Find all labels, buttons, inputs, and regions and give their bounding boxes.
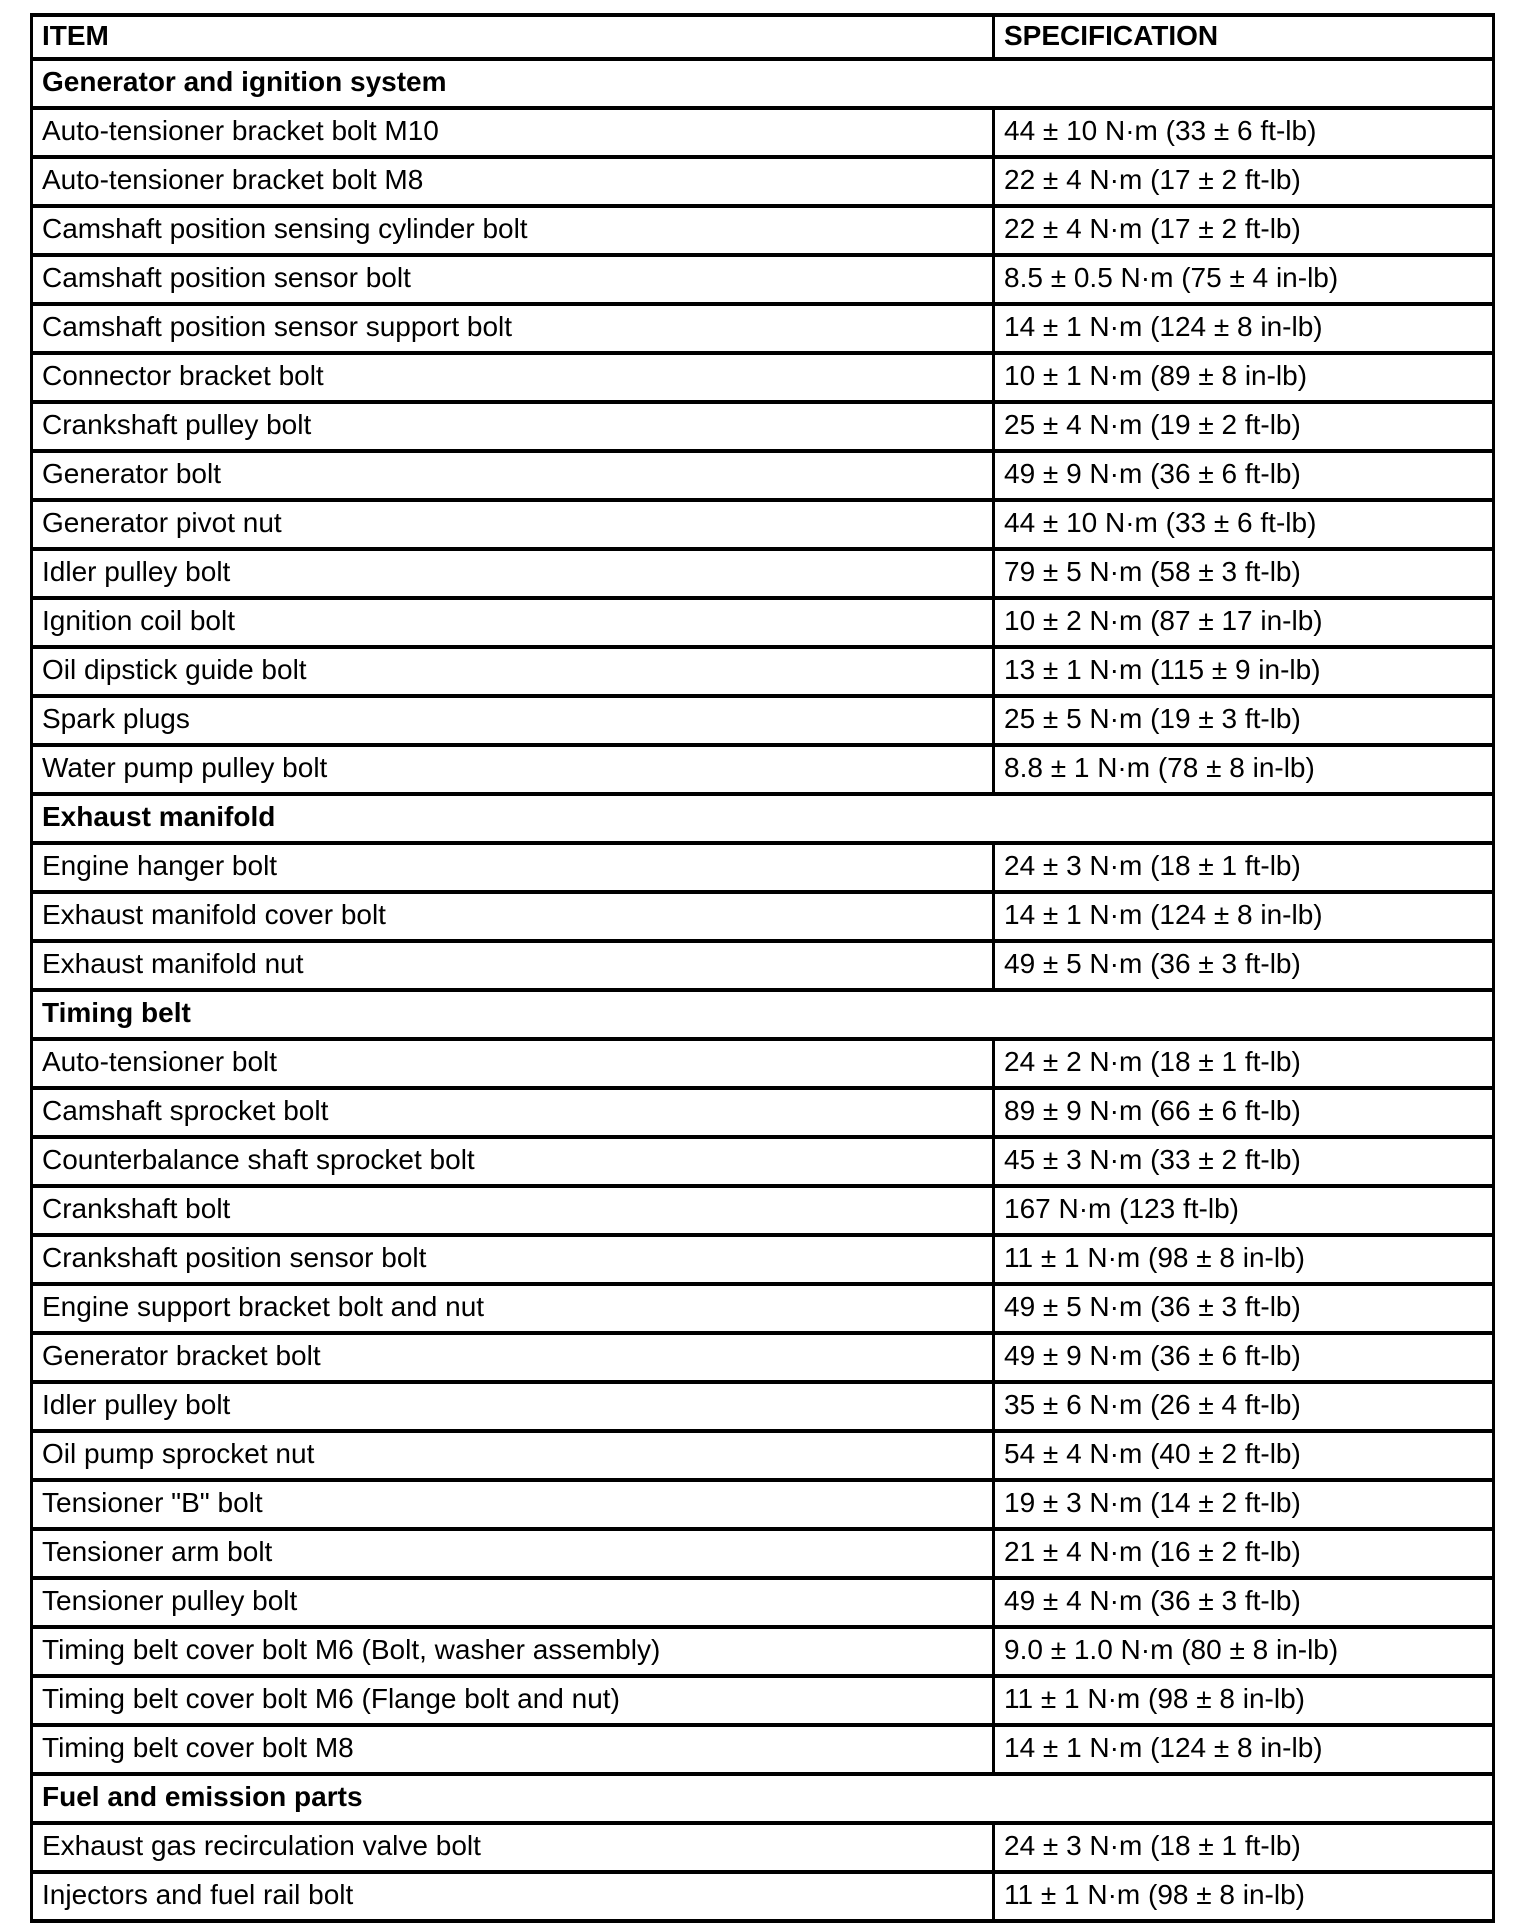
item-cell: Generator bracket bolt: [32, 1333, 994, 1382]
table-row: [32, 206, 1494, 255]
table-row: [32, 108, 1494, 157]
table-row: [32, 1088, 1494, 1137]
table-row: [32, 500, 1494, 549]
spec-cell: 35 ± 6 N·m (26 ± 4 ft-lb): [994, 1382, 1494, 1431]
item-cell: Timing belt cover bolt M6 (Bolt, washer assembly): [32, 1627, 994, 1676]
spec-cell: 11 ± 1 N·m (98 ± 8 in-lb): [994, 1872, 1494, 1921]
table-row: [32, 1676, 1494, 1725]
table-row: [32, 745, 1494, 794]
item-cell: Oil dipstick guide bolt: [32, 647, 994, 696]
column-header-specification: SPECIFICATION: [994, 15, 1494, 59]
table-row: [32, 1725, 1494, 1774]
table-row: [32, 647, 1494, 696]
spec-cell: 25 ± 5 N·m (19 ± 3 ft-lb): [994, 696, 1494, 745]
section-header-row: [32, 59, 1494, 108]
item-cell: Water pump pulley bolt: [32, 745, 994, 794]
item-cell: Timing belt cover bolt M6 (Flange bolt and nut): [32, 1676, 994, 1725]
item-cell: Crankshaft pulley bolt: [32, 402, 994, 451]
spec-cell: 24 ± 3 N·m (18 ± 1 ft-lb): [994, 843, 1494, 892]
table-row: [32, 255, 1494, 304]
item-cell: Auto-tensioner bracket bolt M8: [32, 157, 994, 206]
table-row: [32, 549, 1494, 598]
item-cell: Tensioner "B" bolt: [32, 1480, 994, 1529]
table-row: [32, 451, 1494, 500]
item-cell: Generator pivot nut: [32, 500, 994, 549]
table-row: [32, 598, 1494, 647]
spec-cell: 49 ± 5 N·m (36 ± 3 ft-lb): [994, 1284, 1494, 1333]
table-row: [32, 402, 1494, 451]
spec-cell: 11 ± 1 N·m (98 ± 8 in-lb): [994, 1676, 1494, 1725]
item-cell: Generator bolt: [32, 451, 994, 500]
item-cell: Spark plugs: [32, 696, 994, 745]
section-title: Timing belt: [32, 990, 1494, 1039]
item-cell: Injectors and fuel rail bolt: [32, 1872, 994, 1921]
spec-cell: 49 ± 9 N·m (36 ± 6 ft-lb): [994, 1333, 1494, 1382]
item-cell: Auto-tensioner bolt: [32, 1039, 994, 1088]
table-row: [32, 1823, 1494, 1872]
item-cell: Exhaust manifold nut: [32, 941, 994, 990]
table-row: [32, 843, 1494, 892]
spec-cell: 8.5 ± 0.5 N·m (75 ± 4 in-lb): [994, 255, 1494, 304]
table-row: [32, 1382, 1494, 1431]
table-row: [32, 1235, 1494, 1284]
item-cell: Camshaft sprocket bolt: [32, 1088, 994, 1137]
table-row: [32, 1529, 1494, 1578]
item-cell: Oil pump sprocket nut: [32, 1431, 994, 1480]
item-cell: Exhaust manifold cover bolt: [32, 892, 994, 941]
table-row: [32, 1039, 1494, 1088]
item-cell: Tensioner arm bolt: [32, 1529, 994, 1578]
torque-spec-table: [30, 13, 1495, 1923]
item-cell: Camshaft position sensor support bolt: [32, 304, 994, 353]
spec-cell: 167 N·m (123 ft-lb): [994, 1186, 1494, 1235]
table-row: [32, 1284, 1494, 1333]
item-cell: Engine support bracket bolt and nut: [32, 1284, 994, 1333]
item-cell: Idler pulley bolt: [32, 549, 994, 598]
spec-cell: 49 ± 9 N·m (36 ± 6 ft-lb): [994, 451, 1494, 500]
spec-cell: 45 ± 3 N·m (33 ± 2 ft-lb): [994, 1137, 1494, 1186]
table-header-row: [32, 15, 1494, 59]
spec-cell: 24 ± 3 N·m (18 ± 1 ft-lb): [994, 1823, 1494, 1872]
item-cell: Timing belt cover bolt M8: [32, 1725, 994, 1774]
table-row: [32, 157, 1494, 206]
table-row: [32, 1333, 1494, 1382]
item-cell: Tensioner pulley bolt: [32, 1578, 994, 1627]
column-header-item: ITEM: [32, 15, 994, 59]
item-cell: Auto-tensioner bracket bolt M10: [32, 108, 994, 157]
item-cell: Connector bracket bolt: [32, 353, 994, 402]
spec-cell: 25 ± 4 N·m (19 ± 2 ft-lb): [994, 402, 1494, 451]
section-title: Exhaust manifold: [32, 794, 1494, 843]
spec-table-body: [32, 59, 1494, 1921]
spec-cell: 49 ± 4 N·m (36 ± 3 ft-lb): [994, 1578, 1494, 1627]
spec-cell: 19 ± 3 N·m (14 ± 2 ft-lb): [994, 1480, 1494, 1529]
table-row: [32, 1480, 1494, 1529]
item-cell: Camshaft position sensor bolt: [32, 255, 994, 304]
spec-cell: 14 ± 1 N·m (124 ± 8 in-lb): [994, 892, 1494, 941]
item-cell: Idler pulley bolt: [32, 1382, 994, 1431]
spec-cell: 89 ± 9 N·m (66 ± 6 ft-lb): [994, 1088, 1494, 1137]
table-row: [32, 1431, 1494, 1480]
spec-cell: 44 ± 10 N·m (33 ± 6 ft-lb): [994, 108, 1494, 157]
spec-cell: 14 ± 1 N·m (124 ± 8 in-lb): [994, 1725, 1494, 1774]
spec-cell: 9.0 ± 1.0 N·m (80 ± 8 in-lb): [994, 1627, 1494, 1676]
spec-cell: 21 ± 4 N·m (16 ± 2 ft-lb): [994, 1529, 1494, 1578]
spec-cell: 8.8 ± 1 N·m (78 ± 8 in-lb): [994, 745, 1494, 794]
spec-cell: 10 ± 1 N·m (89 ± 8 in-lb): [994, 353, 1494, 402]
table-row: [32, 696, 1494, 745]
spec-cell: 22 ± 4 N·m (17 ± 2 ft-lb): [994, 157, 1494, 206]
spec-cell: 13 ± 1 N·m (115 ± 9 in-lb): [994, 647, 1494, 696]
spec-cell: 49 ± 5 N·m (36 ± 3 ft-lb): [994, 941, 1494, 990]
table-row: [32, 941, 1494, 990]
table-row: [32, 892, 1494, 941]
table-row: [32, 1627, 1494, 1676]
spec-cell: 11 ± 1 N·m (98 ± 8 in-lb): [994, 1235, 1494, 1284]
spec-cell: 24 ± 2 N·m (18 ± 1 ft-lb): [994, 1039, 1494, 1088]
table-row: [32, 353, 1494, 402]
section-title: Fuel and emission parts: [32, 1774, 1494, 1823]
item-cell: Camshaft position sensing cylinder bolt: [32, 206, 994, 255]
item-cell: Exhaust gas recirculation valve bolt: [32, 1823, 994, 1872]
table-row: [32, 1186, 1494, 1235]
table-row: [32, 304, 1494, 353]
item-cell: Ignition coil bolt: [32, 598, 994, 647]
spec-cell: 10 ± 2 N·m (87 ± 17 in-lb): [994, 598, 1494, 647]
table-row: [32, 1578, 1494, 1627]
spec-cell: 14 ± 1 N·m (124 ± 8 in-lb): [994, 304, 1494, 353]
item-cell: Crankshaft position sensor bolt: [32, 1235, 994, 1284]
item-cell: Counterbalance shaft sprocket bolt: [32, 1137, 994, 1186]
section-header-row: [32, 1774, 1494, 1823]
spec-cell: 79 ± 5 N·m (58 ± 3 ft-lb): [994, 549, 1494, 598]
spec-cell: 44 ± 10 N·m (33 ± 6 ft-lb): [994, 500, 1494, 549]
item-cell: Crankshaft bolt: [32, 1186, 994, 1235]
section-header-row: [32, 990, 1494, 1039]
spec-cell: 22 ± 4 N·m (17 ± 2 ft-lb): [994, 206, 1494, 255]
item-cell: Engine hanger bolt: [32, 843, 994, 892]
table-row: [32, 1137, 1494, 1186]
table-row: [32, 1872, 1494, 1921]
spec-cell: 54 ± 4 N·m (40 ± 2 ft-lb): [994, 1431, 1494, 1480]
section-header-row: [32, 794, 1494, 843]
section-title: Generator and ignition system: [32, 59, 1494, 108]
